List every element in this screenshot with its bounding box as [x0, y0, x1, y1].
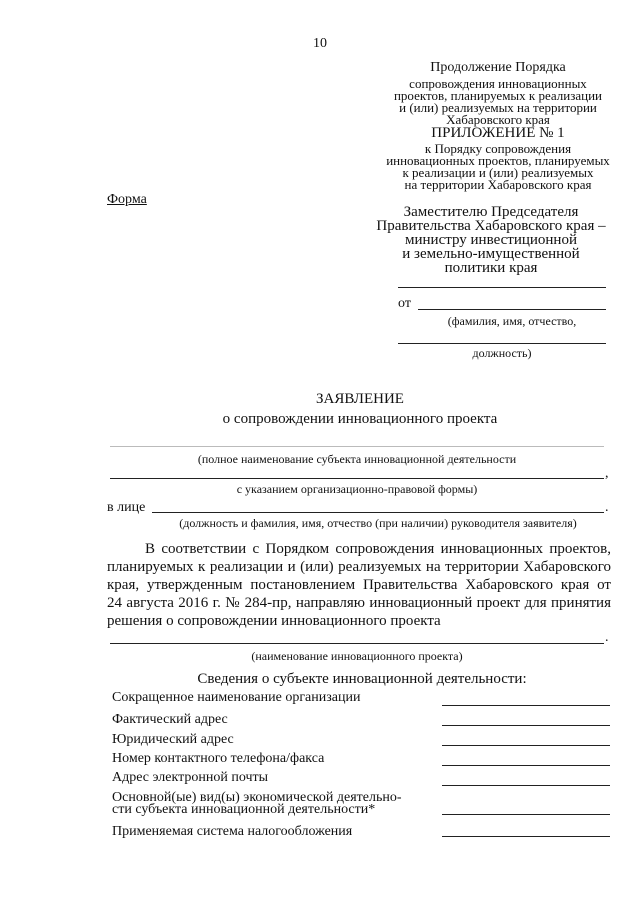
- addressee-line: министру инвестиционной: [405, 232, 577, 248]
- legal-form-line[interactable]: [110, 478, 604, 479]
- info-row-label-multiline: [112, 792, 402, 816]
- info-row-label: Фактический адрес: [112, 712, 228, 727]
- paragraph-line: планируемых к реализации и (или) реализуемых на территории Хабаровского: [107, 559, 611, 575]
- continuation-line: Хабаровского края: [446, 112, 550, 127]
- addressee-blank-line[interactable]: [398, 287, 606, 288]
- position-line[interactable]: [398, 343, 606, 344]
- appendix-line: к Порядку сопровождения: [424, 141, 572, 156]
- info-row-label: Номер контактного телефона/факса: [112, 751, 325, 766]
- statement-subtitle: о сопровождении инновационного проекта: [222, 411, 498, 427]
- from-name-line[interactable]: [418, 309, 606, 310]
- info-row-field[interactable]: [442, 745, 610, 746]
- appendix-line: инновационных проектов, планируемых: [386, 153, 610, 168]
- addressee-line: и земельно-имущественной: [402, 246, 580, 262]
- position-hint: должность): [472, 346, 532, 360]
- subject-name-line[interactable]: [110, 446, 604, 447]
- paragraph-line: В соответствии с Порядком сопровождения инновационных проектов,: [145, 541, 611, 557]
- continuation-line: сопровождения инновационных: [409, 76, 587, 91]
- head-line[interactable]: [152, 512, 604, 513]
- legal-form-hint: с указанием организационно-правовой формы): [236, 482, 478, 496]
- form-label: Форма: [107, 192, 147, 207]
- info-row-label: Сокращенное наименование организации: [112, 690, 361, 705]
- info-row-field[interactable]: [442, 765, 610, 766]
- from-hint: (фамилия, имя, отчество,: [447, 314, 577, 328]
- appendix-line: на территории Хабаровского края: [404, 177, 592, 192]
- statement-title: ЗАЯВЛЕНИЕ: [316, 391, 404, 407]
- addressee-line: политики края: [444, 260, 538, 276]
- paragraph-line: 24 августа 2016 г. № 284-пр, направляю инновационный проект для принятия: [107, 595, 611, 611]
- head-period: .: [605, 500, 609, 515]
- in-person-label: в лице: [107, 500, 146, 515]
- info-row-field[interactable]: [442, 814, 610, 815]
- from-label: от: [398, 296, 411, 311]
- appendix-text: [376, 143, 620, 191]
- head-hint: (должность и фамилия, имя, отчество (при наличии) руководителя заявителя): [179, 516, 577, 530]
- info-row-label: Адрес электронной почты: [112, 770, 269, 785]
- info-row-label: Юридический адрес: [112, 732, 234, 747]
- page-number: 10: [313, 36, 327, 51]
- continuation-line: проектов, планируемых к реализации: [393, 88, 603, 103]
- info-row-field[interactable]: [442, 705, 610, 706]
- appendix-line: к реализации и (или) реализуемых: [402, 165, 594, 180]
- main-paragraph: [107, 540, 611, 630]
- info-row-field[interactable]: [442, 725, 610, 726]
- project-name-period: .: [605, 630, 609, 645]
- legal-form-comma: ,: [605, 466, 609, 481]
- addressee-line: Правительства Хабаровского края –: [376, 218, 606, 234]
- continuation-title: Продолжение Порядка: [430, 60, 566, 75]
- continuation-text: [380, 78, 616, 126]
- addressee-line: Заместителю Председателя: [403, 204, 579, 220]
- paragraph-line: края, утвержденным постановлением Правительства Хабаровского края от: [107, 577, 611, 593]
- paragraph-line: решения о сопровождении инновационного проекта: [107, 613, 441, 629]
- subject-name-hint: (полное наименование субъекта инновационной деятельности: [197, 452, 517, 466]
- info-row-field[interactable]: [442, 836, 610, 837]
- continuation-line: и (или) реализуемых на территории: [399, 100, 597, 115]
- project-name-hint: (наименование инновационного проекта): [251, 649, 463, 663]
- addressee-block: [360, 205, 622, 275]
- project-name-line[interactable]: [110, 643, 604, 644]
- appendix-title: ПРИЛОЖЕНИЕ № 1: [431, 125, 565, 141]
- info-row-label: Основной(ые) вид(ы) экономической деятельно-: [112, 790, 402, 805]
- info-row-field[interactable]: [442, 785, 610, 786]
- info-row-label: Применяемая система налогообложения: [112, 824, 353, 839]
- info-row-label: сти субъекта инновационной деятельности*: [112, 802, 376, 817]
- info-title: Сведения о субъекте инновационной деятельности:: [197, 671, 527, 687]
